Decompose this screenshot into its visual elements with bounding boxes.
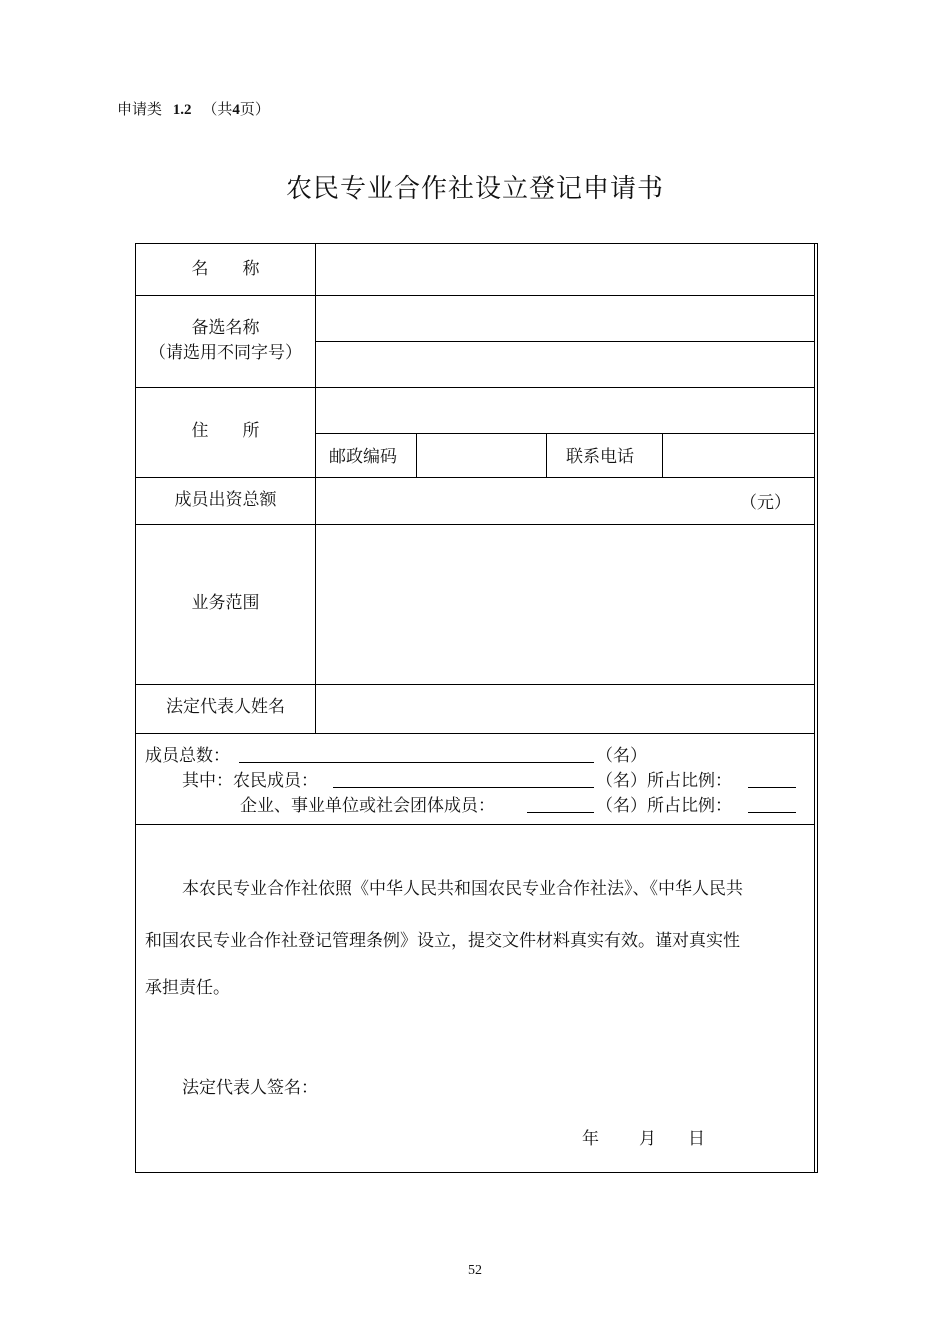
address-input[interactable] — [316, 388, 814, 433]
name-label: 名 称 — [191, 259, 260, 279]
alt-name-input-1[interactable] — [316, 296, 814, 341]
farmer-members-label: 其中：农民成员： — [182, 771, 318, 791]
date-year-label: 年 — [582, 1129, 599, 1149]
farmer-ratio-label: （名）所占比例： — [596, 771, 732, 791]
members-total-blank[interactable] — [239, 762, 594, 763]
total-pages: 4 — [232, 102, 240, 118]
postcode-label: 邮政编码 — [329, 447, 397, 467]
category-prefix: 申请类 — [117, 100, 163, 118]
page-title: 农民专业合作社设立登记申请书 — [285, 174, 664, 204]
capital-label: 成员出资总额 — [174, 490, 277, 510]
date-month-label: 月 — [639, 1129, 656, 1149]
declaration-line-2: 和国农民专业合作社登记管理条例》设立，提交文件材料真实有效。谨对真实性 — [145, 931, 740, 951]
signature-label: 法定代表人签名： — [182, 1078, 318, 1098]
members-total-unit: （名） — [596, 746, 647, 766]
org-ratio-blank[interactable] — [748, 812, 796, 813]
phone-label: 联系电话 — [566, 447, 634, 467]
address-label: 住 所 — [191, 421, 260, 441]
date-day-label: 日 — [688, 1129, 705, 1149]
total-close: 页） — [239, 100, 270, 118]
postcode-input[interactable] — [417, 434, 546, 477]
capital-unit: （元） — [740, 493, 791, 513]
farmer-ratio-blank[interactable] — [748, 787, 796, 788]
members-total-label: 成员总数： — [145, 746, 230, 766]
legal-rep-name-input[interactable] — [316, 685, 814, 733]
form-category-header — [117, 98, 270, 119]
alt-name-label: 备选名称 — [191, 318, 260, 338]
phone-input[interactable] — [663, 434, 814, 477]
category-code: 1.2 — [172, 102, 192, 118]
name-input[interactable] — [316, 244, 814, 295]
legal-rep-name-label: 法定代表人姓名 — [166, 697, 285, 717]
business-scope-input[interactable] — [316, 525, 814, 684]
declaration-line-1: 本农民专业合作社依照《中华人民共和国农民专业合作社法》、《中华人民共 — [182, 879, 743, 899]
total-open: （共 — [202, 100, 233, 118]
page-number: 52 — [468, 1263, 482, 1278]
alt-name-hint: （请选用不同字号） — [149, 343, 302, 363]
signature-field[interactable] — [330, 1068, 630, 1098]
declaration-line-3: 承担责任。 — [145, 978, 230, 998]
org-members-blank[interactable] — [527, 812, 594, 813]
alt-name-input-2[interactable] — [316, 342, 814, 387]
business-scope-label: 业务范围 — [191, 593, 260, 613]
org-members-label: 企业、事业单位或社会团体成员： — [240, 796, 495, 816]
org-ratio-label: （名）所占比例： — [596, 796, 732, 816]
farmer-members-blank[interactable] — [333, 787, 594, 788]
